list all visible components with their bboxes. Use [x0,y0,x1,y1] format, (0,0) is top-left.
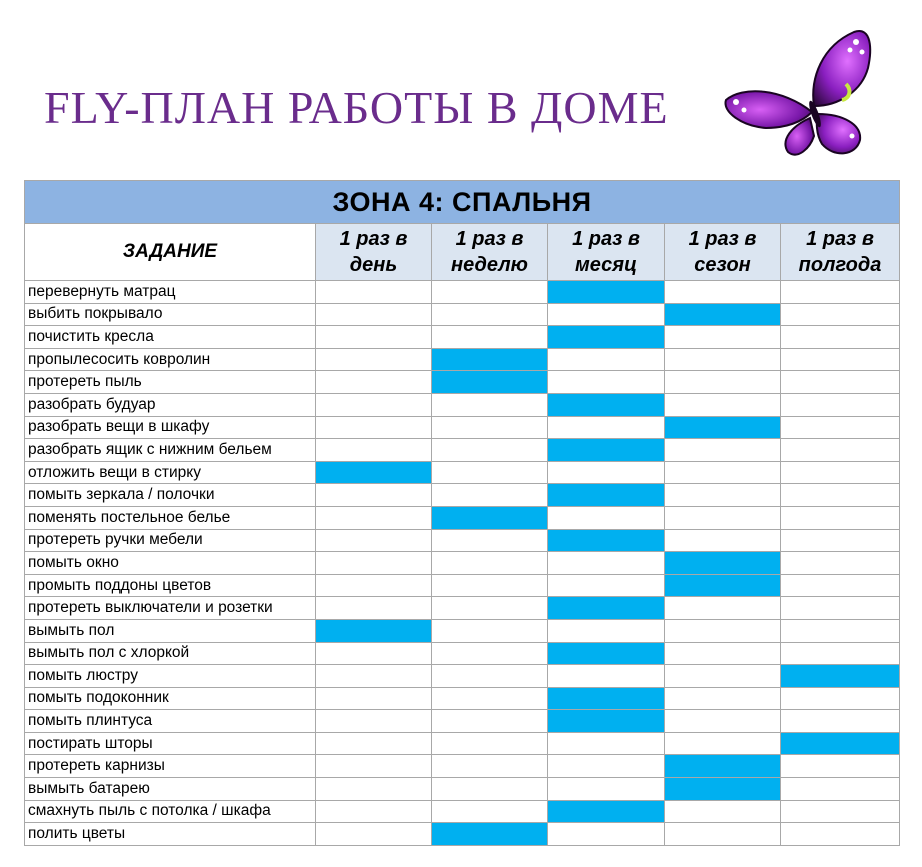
frequency-cell [432,665,548,688]
frequency-cell [432,393,548,416]
task-label: пропылесосить ковролин [25,348,316,371]
frequency-cell [432,303,548,326]
frequency-cell [665,687,781,710]
task-label: помыть плинтуса [25,710,316,733]
table-row [25,710,900,733]
table-row [25,597,900,620]
frequency-cell-marked [665,416,781,439]
frequency-header-line2: месяц [575,254,637,276]
table-row [25,348,900,371]
frequency-cell [316,348,432,371]
frequency-cell [316,710,432,733]
frequency-cell [432,484,548,507]
frequency-cell-marked [548,800,665,823]
frequency-column-header [548,224,665,281]
frequency-cell-marked [548,326,665,349]
frequency-cell-marked [432,823,548,846]
task-label: разобрать будуар [25,393,316,416]
frequency-cell [432,755,548,778]
frequency-cell [548,665,665,688]
frequency-cell [548,303,665,326]
frequency-cell [316,755,432,778]
frequency-cell [665,665,781,688]
frequency-cell-marked [548,281,665,304]
frequency-cell [665,281,781,304]
frequency-cell [548,778,665,801]
frequency-cell [548,574,665,597]
frequency-cell-marked [432,506,548,529]
table-row [25,687,900,710]
frequency-cell [316,281,432,304]
frequency-cell [316,778,432,801]
frequency-cell [548,552,665,575]
task-label: помыть зеркала / полочки [25,484,316,507]
task-label: промыть поддоны цветов [25,574,316,597]
table-row [25,823,900,846]
frequency-cell [665,461,781,484]
task-label: перевернуть матрац [25,281,316,304]
frequency-header-line1: 1 раз в [572,228,640,250]
task-label: постирать шторы [25,732,316,755]
frequency-header-line2: неделю [451,254,528,276]
frequency-column-header [432,224,548,281]
table-row [25,732,900,755]
frequency-cell [548,371,665,394]
frequency-cell [665,439,781,462]
table-row [25,665,900,688]
task-label: помыть люстру [25,665,316,688]
frequency-cell-marked [548,439,665,462]
frequency-cell [432,619,548,642]
frequency-cell [665,371,781,394]
frequency-cell [781,800,900,823]
frequency-cell-marked [316,461,432,484]
frequency-cell [781,371,900,394]
frequency-cell-marked [548,597,665,620]
task-label: вымыть батарею [25,778,316,801]
frequency-cell [781,642,900,665]
frequency-cell [548,416,665,439]
frequency-cell [432,597,548,620]
frequency-cell [665,642,781,665]
table-row [25,371,900,394]
frequency-header-line1: 1 раз в [455,228,524,250]
task-label: протереть пыль [25,371,316,394]
frequency-cell [781,597,900,620]
task-label: разобрать вещи в шкафу [25,416,316,439]
frequency-cell [548,348,665,371]
task-label: полить цветы [25,823,316,846]
frequency-cell-marked [665,303,781,326]
frequency-cell-marked [548,710,665,733]
table-row [25,642,900,665]
frequency-header-line2: день [349,254,398,276]
frequency-cell [781,529,900,552]
frequency-cell [316,393,432,416]
frequency-cell [548,461,665,484]
task-label: смахнуть пыль с потолка / шкафа [25,800,316,823]
frequency-cell [665,823,781,846]
frequency-cell [781,552,900,575]
frequency-cell [781,484,900,507]
frequency-cell [781,687,900,710]
frequency-cell [665,529,781,552]
frequency-cell-marked [665,778,781,801]
table-row [25,506,900,529]
frequency-cell-marked [548,393,665,416]
table-row [25,619,900,642]
task-label: вымыть пол [25,619,316,642]
task-label: помыть окно [25,552,316,575]
task-label: поменять постельное белье [25,506,316,529]
frequency-cell [432,687,548,710]
frequency-cell [548,732,665,755]
frequency-cell [781,281,900,304]
frequency-header-line1: 1 раз в [688,228,757,250]
frequency-column-header [781,224,900,281]
frequency-cell [781,506,900,529]
chore-table [24,180,900,846]
frequency-cell [432,461,548,484]
frequency-cell [665,619,781,642]
frequency-cell [432,529,548,552]
frequency-cell [665,348,781,371]
frequency-cell [781,416,900,439]
frequency-cell-marked [781,732,900,755]
frequency-cell [781,393,900,416]
frequency-cell [781,461,900,484]
frequency-cell-marked [548,529,665,552]
frequency-cell [432,416,548,439]
task-label: отложить вещи в стирку [25,461,316,484]
frequency-cell [316,574,432,597]
task-label: вымыть пол с хлоркой [25,642,316,665]
frequency-cell [316,484,432,507]
frequency-header-line1: 1 раз в [806,228,874,250]
task-label: протереть выключатели и розетки [25,597,316,620]
task-label: почистить кресла [25,326,316,349]
table-row [25,484,900,507]
table-row [25,552,900,575]
frequency-cell [665,484,781,507]
frequency-cell [316,732,432,755]
frequency-cell [665,800,781,823]
frequency-cell [432,326,548,349]
task-label: протереть карнизы [25,755,316,778]
frequency-cell [432,281,548,304]
frequency-cell [316,823,432,846]
frequency-cell [316,529,432,552]
frequency-cell-marked [548,484,665,507]
frequency-cell-marked [548,687,665,710]
table-row [25,778,900,801]
frequency-cell [781,574,900,597]
frequency-cell [316,303,432,326]
frequency-cell [781,326,900,349]
page-title: FLY-ПЛАН РАБОТЫ В ДОМЕ [44,82,669,133]
frequency-cell-marked [665,574,781,597]
frequency-cell [432,778,548,801]
frequency-header-line2: сезон [694,254,751,276]
table-row [25,326,900,349]
frequency-cell [781,619,900,642]
table-row [25,529,900,552]
frequency-cell [432,800,548,823]
frequency-cell-marked [781,665,900,688]
frequency-cell [316,665,432,688]
task-label: протереть ручки мебели [25,529,316,552]
task-label: выбить покрывало [25,303,316,326]
frequency-cell [432,574,548,597]
frequency-cell [665,597,781,620]
table-row [25,574,900,597]
frequency-header-line1: 1 раз в [339,228,408,250]
butterfly-icon [722,28,882,163]
frequency-cell-marked [432,348,548,371]
frequency-cell [548,619,665,642]
frequency-cell [781,755,900,778]
frequency-header-line2: полгода [798,254,882,276]
frequency-cell [316,371,432,394]
frequency-cell [316,416,432,439]
frequency-cell [316,506,432,529]
frequency-cell [665,710,781,733]
frequency-cell [665,506,781,529]
frequency-cell [781,823,900,846]
table-row [25,800,900,823]
frequency-cell-marked [548,642,665,665]
frequency-cell [316,687,432,710]
frequency-cell [432,642,548,665]
frequency-cell [665,393,781,416]
frequency-cell [781,778,900,801]
frequency-cell [548,823,665,846]
frequency-cell-marked [665,755,781,778]
frequency-cell-marked [665,552,781,575]
table-row [25,461,900,484]
frequency-cell [548,755,665,778]
zone-header: ЗОНА 4: СПАЛЬНЯ [25,181,900,224]
frequency-cell [665,732,781,755]
frequency-cell [781,439,900,462]
frequency-cell [432,439,548,462]
frequency-cell-marked [432,371,548,394]
task-column-header: ЗАДАНИЕ [25,224,316,281]
frequency-column-header [316,224,432,281]
frequency-cell [665,326,781,349]
frequency-cell [781,710,900,733]
frequency-cell [316,326,432,349]
frequency-cell [432,732,548,755]
frequency-cell [781,303,900,326]
task-label: помыть подоконник [25,687,316,710]
table-row [25,416,900,439]
frequency-column-header [665,224,781,281]
frequency-cell-marked [316,619,432,642]
frequency-cell [432,710,548,733]
frequency-cell [432,552,548,575]
table-row [25,755,900,778]
frequency-cell [316,439,432,462]
task-label: разобрать ящик с нижним бельем [25,439,316,462]
table-row [25,439,900,462]
frequency-cell [548,506,665,529]
table-row [25,281,900,304]
frequency-cell [316,800,432,823]
frequency-cell [316,552,432,575]
table-row [25,303,900,326]
frequency-cell [316,642,432,665]
table-row [25,393,900,416]
frequency-cell [316,597,432,620]
frequency-cell [781,348,900,371]
